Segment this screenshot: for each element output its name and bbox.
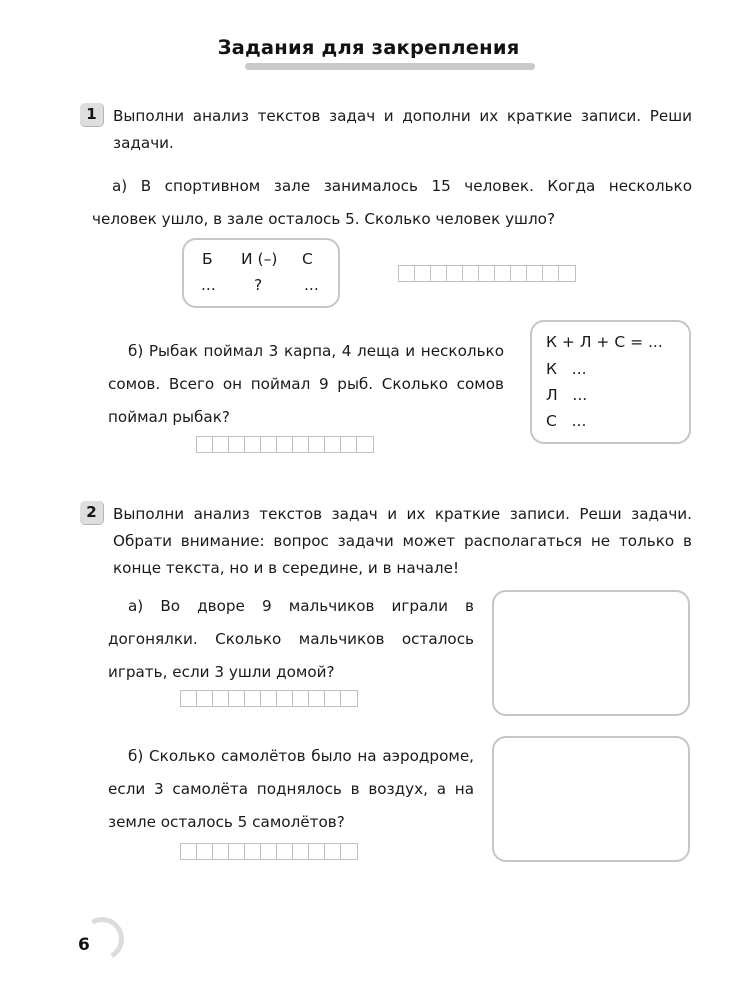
answer-cell[interactable] bbox=[309, 691, 325, 706]
answer-cell[interactable] bbox=[293, 691, 309, 706]
answer-cell[interactable] bbox=[341, 437, 357, 452]
answer-cells-1a[interactable] bbox=[398, 265, 576, 282]
page-folio bbox=[70, 915, 130, 967]
answer-cell[interactable] bbox=[543, 266, 559, 281]
answer-cell[interactable] bbox=[181, 844, 197, 859]
scheme-1a-row2-cell1: ... bbox=[201, 276, 216, 294]
answer-cell[interactable] bbox=[197, 844, 213, 859]
answer-cell[interactable] bbox=[213, 844, 229, 859]
scheme-1a-row2-cell3: ... bbox=[304, 276, 319, 294]
answer-cell[interactable] bbox=[447, 266, 463, 281]
answer-cell[interactable] bbox=[325, 691, 341, 706]
answer-cell[interactable] bbox=[357, 437, 373, 452]
task-1-item-a-text: а) В спортивном зале занималось 15 человек. Когда несколько человек ушло, в зале осталось 5. Сколько человек ушло? bbox=[92, 177, 692, 228]
answer-box-2b[interactable] bbox=[492, 736, 690, 862]
answer-cell[interactable] bbox=[293, 437, 309, 452]
scheme-box-1b bbox=[530, 320, 691, 444]
task-2-item-b-text-wrap bbox=[108, 740, 474, 839]
answer-cell[interactable] bbox=[261, 437, 277, 452]
answer-cell[interactable] bbox=[479, 266, 495, 281]
answer-cell[interactable] bbox=[213, 691, 229, 706]
answer-cell[interactable] bbox=[213, 437, 229, 452]
task-2-item-a-text: а) Во дворе 9 мальчиков играли в догонялки. Сколько мальчиков осталось играть, если 3 ушли домой? bbox=[108, 597, 474, 681]
task-instruction-2 bbox=[113, 501, 692, 582]
page-title: Задания для закрепления bbox=[217, 36, 520, 59]
answer-cell[interactable] bbox=[511, 266, 527, 281]
answer-cell[interactable] bbox=[261, 844, 277, 859]
answer-cell[interactable] bbox=[277, 844, 293, 859]
answer-cell[interactable] bbox=[341, 691, 357, 706]
answer-cell[interactable] bbox=[229, 844, 245, 859]
title-underline-bar bbox=[245, 63, 535, 70]
answer-cell[interactable] bbox=[495, 266, 511, 281]
page-number: 6 bbox=[78, 935, 90, 955]
answer-cell[interactable] bbox=[415, 266, 431, 281]
answer-cells-2b[interactable] bbox=[180, 843, 358, 860]
answer-cell[interactable] bbox=[245, 691, 261, 706]
answer-cell[interactable] bbox=[325, 437, 341, 452]
answer-cell[interactable] bbox=[277, 437, 293, 452]
scheme-1b-line-4: С ... bbox=[546, 412, 587, 430]
answer-cell[interactable] bbox=[325, 844, 341, 859]
answer-box-2a[interactable] bbox=[492, 590, 690, 716]
answer-cell[interactable] bbox=[277, 691, 293, 706]
answer-cell[interactable] bbox=[463, 266, 479, 281]
answer-cell[interactable] bbox=[229, 437, 245, 452]
answer-cell[interactable] bbox=[245, 844, 261, 859]
task-instruction-1-text: Выполни анализ текстов задач и дополни их краткие записи. Реши задачи. bbox=[113, 107, 692, 152]
answer-cell[interactable] bbox=[559, 266, 575, 281]
scheme-1b-line-2: К ... bbox=[546, 360, 587, 378]
answer-cell[interactable] bbox=[229, 691, 245, 706]
answer-cell[interactable] bbox=[197, 437, 213, 452]
scheme-box-1a bbox=[182, 238, 340, 308]
task-1-item-a-text-wrap bbox=[92, 170, 692, 236]
page-title-wrap bbox=[0, 36, 737, 59]
scheme-1a-row1-cell2: И (–) bbox=[241, 250, 278, 268]
task-1-item-b-text-wrap bbox=[108, 335, 504, 434]
task-number-badge-1: 1 bbox=[80, 103, 104, 127]
task-1-item-b-text: б) Рыбак поймал 3 карпа, 4 леща и несколько сомов. Всего он поймал 9 рыб. Сколько сомов поймал рыбак? bbox=[108, 342, 504, 426]
task-instruction-1 bbox=[113, 103, 692, 157]
answer-cells-2a[interactable] bbox=[180, 690, 358, 707]
answer-cell[interactable] bbox=[399, 266, 415, 281]
task-2-item-b-text: б) Сколько самолётов было на аэродроме, если 3 самолёта поднялось в воздух, а на земле осталось 5 самолётов? bbox=[108, 747, 474, 831]
task-instruction-2-text: Выполни анализ текстов задач и их краткие записи. Реши задачи. Обрати внимание: вопрос задачи может располагаться не только в конце текста, но и в середине, и в начале! bbox=[113, 505, 692, 577]
answer-cell[interactable] bbox=[309, 844, 325, 859]
task-2-item-a-text-wrap bbox=[108, 590, 474, 689]
answer-cell[interactable] bbox=[431, 266, 447, 281]
answer-cell[interactable] bbox=[309, 437, 325, 452]
answer-cell[interactable] bbox=[293, 844, 309, 859]
scheme-1b-line-3: Л ... bbox=[546, 386, 588, 404]
answer-cells-1b[interactable] bbox=[196, 436, 374, 453]
answer-cell[interactable] bbox=[261, 691, 277, 706]
answer-cell[interactable] bbox=[341, 844, 357, 859]
answer-cell[interactable] bbox=[527, 266, 543, 281]
scheme-1a-row1-cell3: С bbox=[302, 250, 313, 268]
task-number-badge-2: 2 bbox=[80, 501, 104, 525]
answer-cell[interactable] bbox=[181, 691, 197, 706]
scheme-1a-row2-cell2: ? bbox=[254, 276, 263, 294]
answer-cell[interactable] bbox=[245, 437, 261, 452]
scheme-1b-line-1: К + Л + С = ... bbox=[546, 333, 663, 351]
answer-cell[interactable] bbox=[197, 691, 213, 706]
scheme-1a-row1-cell1: Б bbox=[202, 250, 213, 268]
